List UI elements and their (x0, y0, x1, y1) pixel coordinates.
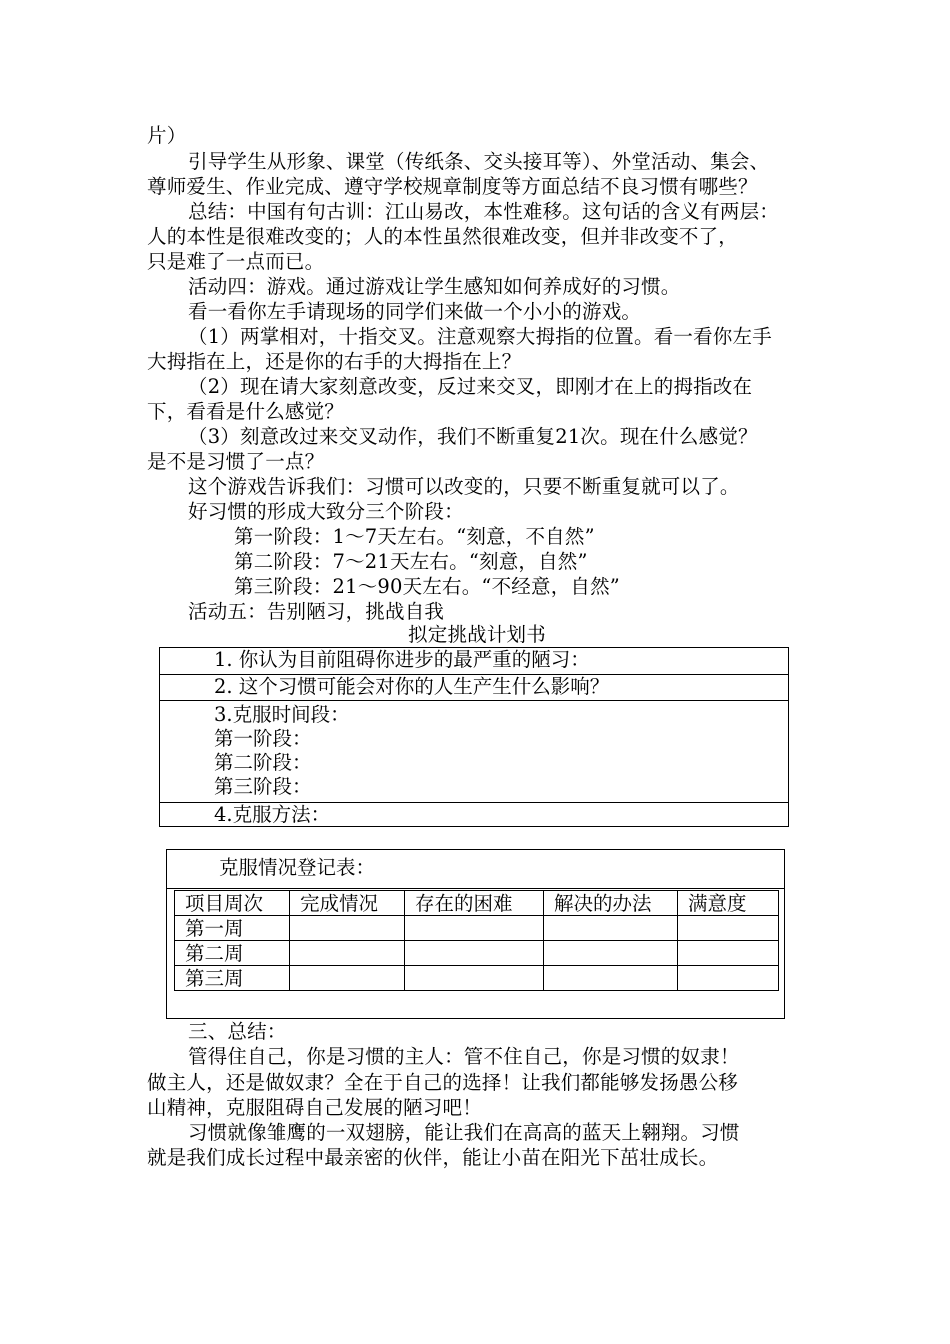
table-cell (405, 966, 544, 991)
header-cell: 满意度 (678, 891, 779, 916)
record-table (174, 890, 779, 991)
table-cell (290, 941, 405, 966)
paragraph-line: 是不是习惯了一点？ (147, 450, 325, 473)
plan-title: 拟定挑战计划书 (408, 623, 546, 646)
summary-line: 习惯就像雏鹰的一双翅膀，能让我们在高高的蓝天上翱翔。习惯 (188, 1121, 740, 1144)
paragraph-line: 活动五：告别陋习，挑战自我 (188, 600, 445, 623)
summary-line: 山精神，克服阻碍自己发展的陋习吧！ (147, 1096, 482, 1119)
plan-question-4-text: 4.克服方法： (214, 803, 331, 826)
plan-question-2 (160, 674, 788, 700)
table-cell (544, 916, 678, 941)
table-cell (678, 966, 779, 991)
summary-line: 做主人，还是做奴隶？全在于自己的选择！让我们都能够发扬愚公移 (147, 1071, 739, 1094)
table-cell: 第三周 (175, 966, 290, 991)
paragraph-line: 尊师爱生、作业完成、遵守学校规章制度等方面总结不良习惯有哪些？ (147, 175, 758, 198)
plan-question-4 (160, 802, 788, 826)
table-cell (678, 916, 779, 941)
paragraph-line: 只是难了一点而已。 (147, 250, 325, 273)
plan-stage-1: 第一阶段： (214, 727, 312, 750)
paragraph-line: （1）两掌相对，十指交叉。注意观察大拇指的位置。看一看你左手 (188, 325, 772, 348)
table-cell: 第二周 (175, 941, 290, 966)
header-cell: 完成情况 (290, 891, 405, 916)
summary-heading: 三、总结： (188, 1020, 287, 1043)
plan-stage-3: 第三阶段： (214, 775, 312, 798)
table-cell: 第一周 (175, 916, 290, 941)
paragraph-line: 片） (147, 124, 187, 147)
table-row (175, 916, 779, 941)
plan-question-3 (160, 700, 788, 802)
paragraph-line: 下，看看是什么感觉？ (147, 400, 345, 423)
record-box (166, 849, 785, 1019)
paragraph-line: 大拇指在上，还是你的右手的大拇指在上？ (147, 350, 522, 373)
table-cell (405, 916, 544, 941)
table-cell (544, 966, 678, 991)
summary-line: 管得住自己，你是习惯的主人：管不住自己，你是习惯的奴隶！ (188, 1045, 740, 1068)
table-cell (405, 941, 544, 966)
header-cell: 存在的困难 (405, 891, 544, 916)
paragraph-line: 好习惯的形成大致分三个阶段： (188, 500, 464, 523)
table-row (175, 941, 779, 966)
stage-line: 第三阶段：21～90天左右。“不经意，自然” (234, 575, 620, 598)
paragraph-line: 这个游戏告诉我们：习惯可以改变的，只要不断重复就可以了。 (188, 475, 740, 498)
paragraph-line: 看一看你左手请现场的同学们来做一个小小的游戏。 (188, 300, 642, 323)
paragraph-line: 活动四：游戏。通过游戏让学生感知如何养成好的习惯。 (188, 275, 681, 298)
plan-question-2-text: 2. 这个习惯可能会对你的人生产生什么影响？ (214, 675, 610, 698)
paragraph-line: 总结：中国有句古训：江山易改，本性难移。这句话的含义有两层： (188, 200, 780, 223)
paragraph-line: （2）现在请大家刻意改变，反过来交叉，即刚才在上的拇指改在 (188, 375, 753, 398)
plan-question-1-text: 1. 你认为目前阻碍你进步的最严重的陋习： (214, 648, 590, 671)
challenge-plan-table (159, 647, 789, 827)
record-divider (167, 888, 784, 889)
summary-line: 就是我们成长过程中最亲密的伙伴，能让小苗在阳光下茁壮成长。 (147, 1146, 719, 1169)
plan-question-3-text: 3.克服时间段： (214, 703, 350, 726)
paragraph-line: 引导学生从形象、课堂（传纸条、交头接耳等）、外堂活动、集会、 (188, 150, 770, 173)
table-header-row (175, 891, 779, 916)
header-cell: 解决的办法 (544, 891, 678, 916)
table-cell (290, 966, 405, 991)
table-cell (544, 941, 678, 966)
header-cell: 项目周次 (175, 891, 290, 916)
table-cell (290, 916, 405, 941)
plan-stage-2: 第二阶段： (214, 751, 312, 774)
paragraph-line: （3）刻意改过来交叉动作，我们不断重复21次。现在什么感觉？ (188, 425, 758, 448)
plan-question-1 (160, 648, 788, 674)
stage-line: 第二阶段：7～21天左右。“刻意，自然” (234, 550, 588, 573)
stage-line: 第一阶段：1～7天左右。“刻意，不自然” (234, 525, 595, 548)
table-row (175, 966, 779, 991)
paragraph-line: 人的本性是很难改变的；人的本性虽然很难改变，但并非改变不了， (147, 225, 739, 248)
table-cell (678, 941, 779, 966)
record-title: 克服情况登记表： (219, 856, 376, 879)
